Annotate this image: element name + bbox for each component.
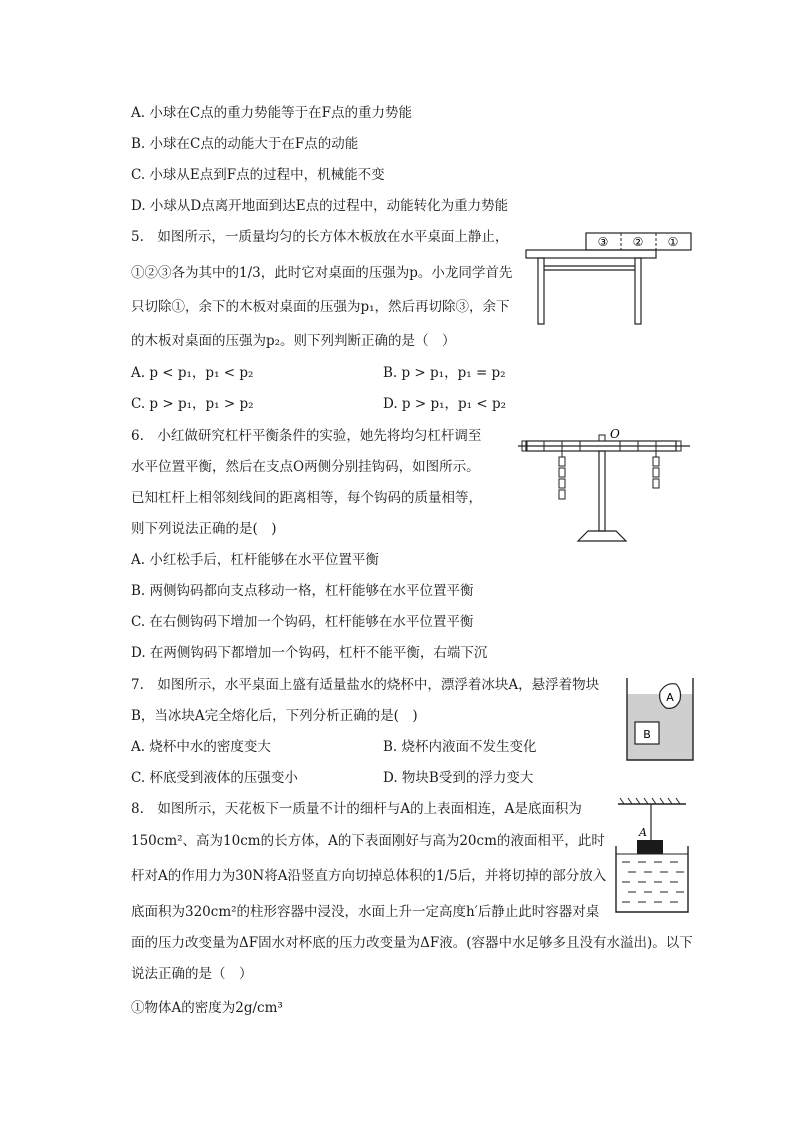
- q8-stem-5: 面的压力改变量为ΔF固水对杯底的压力改变量为ΔF液。(容器中水足够多且没有水溢出)。以下: [131, 935, 693, 951]
- q7-beaker-figure: [620, 672, 700, 766]
- q6-option-b: B. 两侧钩码都向支点移动一格，杠杆能够在水平位置平衡: [131, 583, 474, 599]
- q5-stem-3: 只切除①，余下的木板对桌面的压强为p₁，然后再切除③，余下: [131, 299, 510, 315]
- q8-container-figure: [610, 796, 694, 918]
- q7-option-d: D. 物块B受到的浮力变大: [383, 770, 534, 786]
- q5-stem-4: 的木板对桌面的压强为p₂。则下列判断正确的是（ ）: [131, 333, 456, 349]
- q7-block-label: B: [643, 728, 651, 741]
- q4-option-d: D. 小球从D点离开地面到达E点的过程中，动能转化为重力势能: [131, 198, 509, 214]
- q4-option-b: B. 小球在C点的动能大于在F点的动能: [131, 136, 359, 152]
- q5-board-label-1: ①: [667, 235, 679, 249]
- q8-stem-6: 说法正确的是（ ）: [131, 966, 253, 982]
- q6-stem-2: 水平位置平衡，然后在支点O两侧分别挂钩码，如图所示。: [131, 459, 480, 475]
- q5-option-a: A. p < p₁，p₁ < p₂: [131, 365, 254, 381]
- q6-option-d: D. 在两侧钩码下都增加一个钩码，杠杆不能平衡，右端下沉: [131, 645, 488, 661]
- q5-board-label-3: ③: [597, 235, 609, 249]
- q8-stem-4: 底面积为320cm²的柱形容器中浸没，水面上升一定高度h′后静止此时容器对桌: [131, 904, 600, 920]
- q4-option-a: A. 小球在C点的重力势能等于在F点的重力势能: [131, 105, 413, 121]
- q7-option-c: C. 杯底受到液体的压强变小: [131, 770, 298, 786]
- q5-stem-2: ①②③各为其中的1/3，此时它对桌面的压强为p。小龙同学首先: [131, 265, 513, 281]
- q6-stem-3: 已知杠杆上相邻刻线间的距离相等，每个钩码的质量相等，: [131, 490, 482, 506]
- q6-option-c: C. 在右侧钩码下增加一个钩码，杠杆能够在水平位置平衡: [131, 614, 474, 630]
- q5-board-label-2: ②: [632, 235, 644, 249]
- q8-block-label: A: [639, 826, 647, 839]
- q8-statement-1: ①物体A的密度为2g/cm³: [131, 1000, 283, 1016]
- q6-stem-4: 则下列说法正确的是( ): [131, 521, 277, 537]
- q6-pivot-label: O: [610, 427, 620, 441]
- q7-stem-2: B，当冰块A完全熔化后，下列分析正确的是( ): [131, 708, 418, 724]
- q6-option-a: A. 小红松手后，杠杆能够在水平位置平衡: [131, 552, 379, 568]
- q4-option-c: C. 小球从E点到F点的过程中，机械能不变: [131, 167, 385, 183]
- q6-lever-figure: [514, 424, 694, 546]
- q5-option-d: D. p > p₁，p₁ < p₂: [383, 396, 507, 412]
- q6-stem-1: 6. 小红做研究杠杆平衡条件的实验，她先将均匀杠杆调至: [131, 428, 482, 444]
- q7-ice-label: A: [666, 691, 674, 704]
- q8-stem-3: 杆对A的作用力为30N将A沿竖直方向切掉总体积的1/5后，并将切掉的部分放入: [131, 868, 607, 884]
- q5-stem-1: 5. 如图所示，一质量均匀的长方体木板放在水平桌面上静止，: [131, 229, 509, 245]
- q5-table-figure: [520, 228, 700, 330]
- q8-stem-2: 150cm²、高为10cm的长方体，A的下表面刚好与高为20cm的液面相平，此时: [131, 833, 605, 849]
- q7-option-a: A. 烧杯中水的密度变大: [131, 739, 271, 755]
- q7-option-b: B. 烧杯内液面不发生变化: [383, 739, 537, 755]
- q7-stem-1: 7. 如图所示，水平桌面上盛有适量盐水的烧杯中，漂浮着冰块A，悬浮着物块: [131, 677, 600, 693]
- q8-stem-1: 8. 如图所示，天花板下一质量不计的细杆与A的上表面相连，A是底面积为: [131, 801, 582, 817]
- q5-option-c: C. p > p₁，p₁ > p₂: [131, 396, 254, 412]
- q5-option-b: B. p > p₁，p₁ = p₂: [383, 365, 506, 381]
